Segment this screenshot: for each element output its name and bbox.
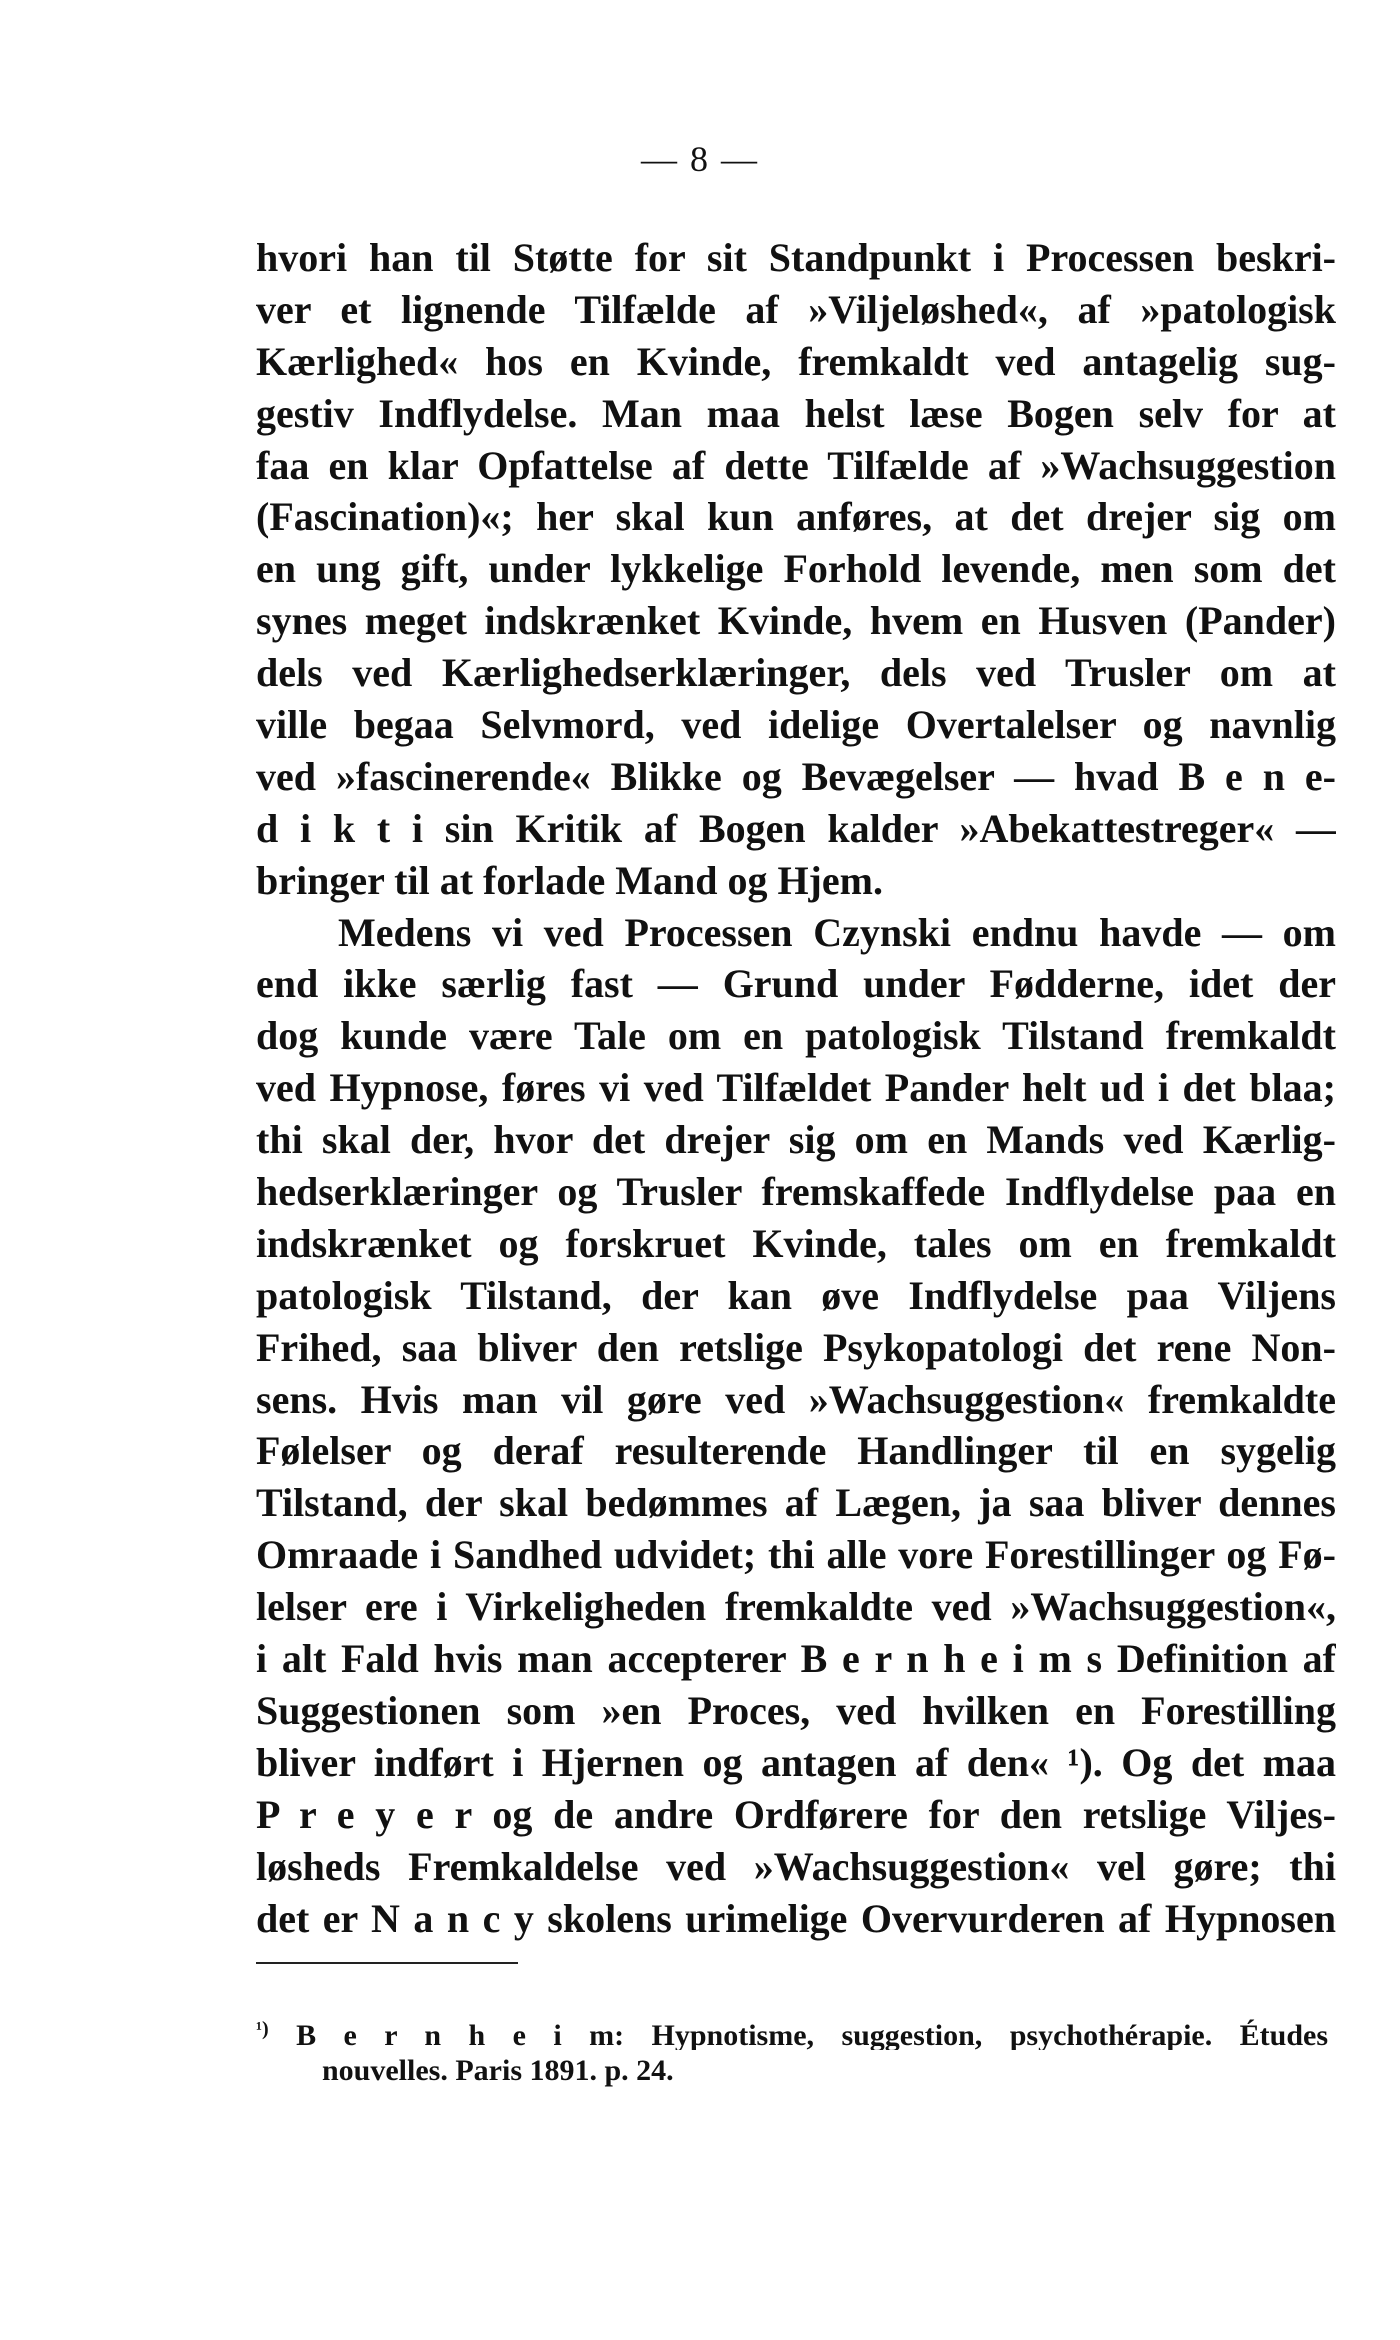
paragraph-start-line: Medens vi ved Processen Czynski endnu havde — om <box>338 909 1336 955</box>
text-line: (Fascination)«; her skal kun anføres, at det drejer sig om <box>256 494 1336 540</box>
text-line: faa en klar Opfattelse af dette Tilfælde af »Wachsuggestion <box>256 442 1336 488</box>
text-line: Følelser og deraf resulterende Handlinger til en sygelig <box>256 1428 1336 1474</box>
text-line: ved »fascinerende« Blikke og Bevægelser — hvad B e n e- <box>256 753 1336 799</box>
text-line: en ung gift, under lykkelige Forhold levende, men som det <box>256 546 1336 592</box>
text-line: ved Hypnose, føres vi ved Tilfældet Pander helt ud i det blaa; <box>256 1065 1336 1111</box>
text-line: end ikke særlig fast — Grund under Fødderne, idet der <box>256 961 1336 1007</box>
text-line: hedserklæringer og Trusler fremskaffede Indflydelse paa en <box>256 1169 1336 1215</box>
text-line: dels ved Kærlighedserklæringer, dels ved Trusler om at <box>256 650 1336 696</box>
text-line: Suggestionen som »en Proces, ved hvilken en Forestilling <box>256 1687 1336 1733</box>
text-line: Omraade i Sandhed udvidet; thi alle vore Forestillinger og Fø- <box>256 1532 1336 1578</box>
text-line: d i k t i sin Kritik af Bogen kalder »Abekattestreger« — <box>256 805 1336 851</box>
text-line: dog kunde være Tale om en patologisk Tilstand fremkaldt <box>256 1013 1336 1059</box>
footnote-text: B e r n h e i m: Hypnotisme, suggestion, psychothérapie. Études <box>296 2019 1328 2050</box>
text-line: patologisk Tilstand, der kan øve Indflydelse paa Viljens <box>256 1272 1336 1318</box>
page-number: — 8 — <box>641 139 759 179</box>
text-line: Tilstand, der skal bedømmes af Lægen, ja saa bliver dennes <box>256 1480 1336 1526</box>
text-line: gestiv Indflydelse. Man maa helst læse Bogen selv for at <box>256 390 1336 436</box>
body-text <box>256 232 1336 1944</box>
text-line: ver et lignende Tilfælde af »Viljeløshed«, af »patologisk <box>256 286 1336 332</box>
text-line: lelser ere i Virkeligheden fremkaldte ved »Wachsuggestion«, <box>256 1584 1336 1630</box>
footnote-line: nouvelles. Paris 1891. p. 24. <box>322 2054 674 2087</box>
footnote <box>256 2008 1328 2092</box>
text-line: i alt Fald hvis man accepterer B e r n h e i m s Definition af <box>256 1636 1336 1682</box>
paragraph-end-line: bringer til at forlade Mand og Hjem. <box>256 857 883 903</box>
text-line: hvori han til Støtte for sit Standpunkt i Processen beskri- <box>256 235 1336 280</box>
footnote-line <box>256 2008 1328 2050</box>
text-line: det er N a n c y skolens urimelige Overvurderen af Hypnosen <box>256 1895 1336 1941</box>
text-line: synes meget indskrænket Kvinde, hvem en Husven (Pander) <box>256 598 1336 644</box>
text-line: bliver indført i Hjernen og antagen af den« ¹). Og det maa <box>256 1739 1336 1785</box>
text-line: løsheds Fremkaldelse ved »Wachsuggestion« vel gøre; thi <box>256 1843 1336 1889</box>
text-line: sens. Hvis man vil gøre ved »Wachsuggestion« fremkaldte <box>256 1376 1336 1422</box>
text-line: thi skal der, hvor det drejer sig om en Mands ved Kærlig- <box>256 1117 1336 1163</box>
footnote-marker: ¹) <box>256 2018 269 2040</box>
text-line: Frihed, saa bliver den retslige Psykopatologi det rene Non- <box>256 1324 1336 1370</box>
text-line: Kærlighed« hos en Kvinde, fremkaldt ved antagelig sug- <box>256 338 1336 384</box>
text-line: ville begaa Selvmord, ved idelige Overtalelser og navnlig <box>256 702 1336 748</box>
footnote-divider <box>256 1962 518 1964</box>
text-line: indskrænket og forskruet Kvinde, tales om en fremkaldt <box>256 1220 1336 1266</box>
text-line: P r e y e r og de andre Ordførere for den retslige Viljes- <box>256 1791 1336 1837</box>
